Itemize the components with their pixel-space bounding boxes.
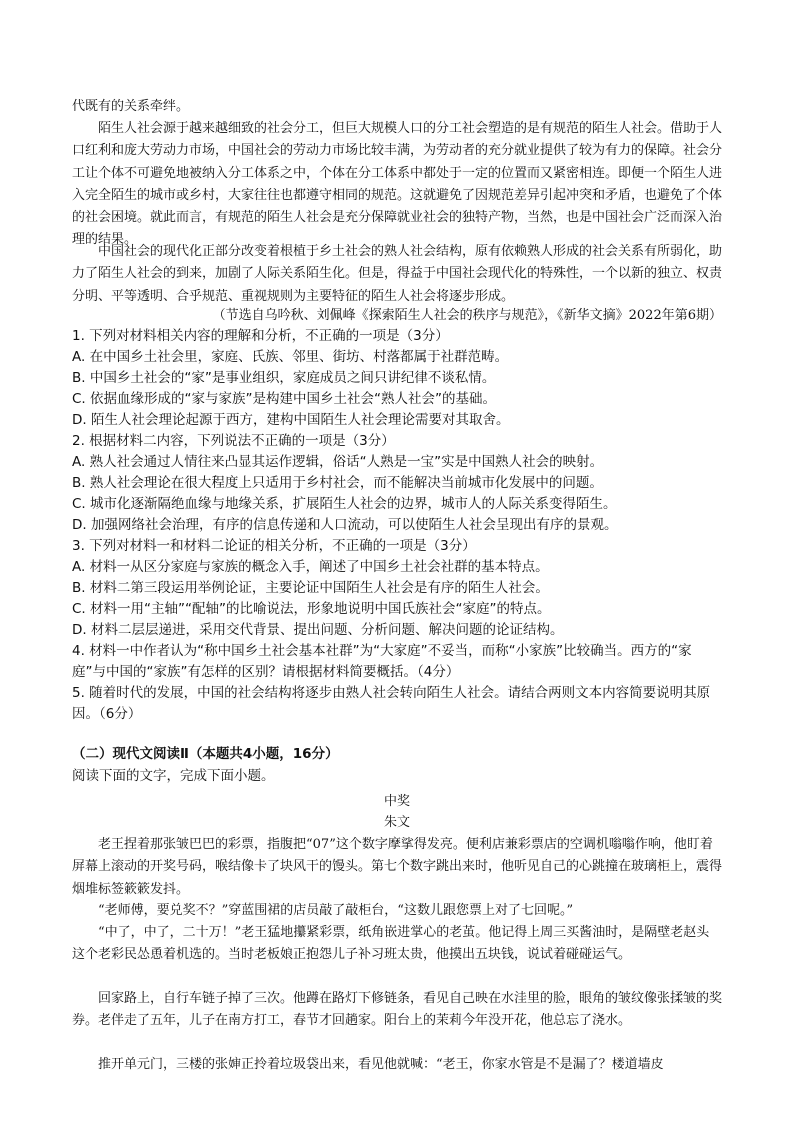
question-3 (72, 536, 724, 641)
material-source: （节选自乌吟秋、刘佩峰《探索陌生人社会的秩序与规范》，《新华文摘》2022年第6期） (212, 308, 722, 323)
story-paragraph-2: “老师傅，要兑奖不？”穿蓝围裙的店员敲了敲柜台，“这数儿跟您票上对了七回呢。” (98, 903, 574, 918)
material-paragraph-1: 陌生人社会源于越来越细致的社会分工，但巨大规模人口的分工社会塑造的是有规范的陌生人社会。借助于人口红利和庞大劳动力市场，中国社会的劳动力市场比较丰满，为劳动者的充分就业提供了较为有力的保障。社会分工让个体不可避免地被纳入分工体系之中，个体在分工体系中都处于一定的位置而又紧密相连。即便一个陌生人进入完全陌生的城市或乡村，大家往往也都遵守相同的规范。这就避免了因规范差异引起冲突和矛盾，也避免了个体的社会困境。就此而言，有规范的陌生人社会是充分保障就业社会的独特产物，当然，也是中国社会广泛而深入治理的结果。 (72, 121, 723, 248)
option-d: D. 陌生人社会理论起源于西方，建构中国陌生人社会理论需要对其取舍。 (72, 412, 510, 428)
question-1 (72, 326, 724, 431)
material-paragraph-0: 代既有的关系牵绊。 (72, 99, 190, 114)
material-paragraph-2: 中国社会的现代化正部分改变着根植于乡土社会的熟人社会结构，原有依赖熟人形成的社会关系有所弱化，助力了陌生人社会的到来，加剧了人际关系陌生化。但是，得益于中国社会现代化的特殊性，一个以新的独立、权责分明、平等透明、合乎规范、重视规则为主要特征的陌生人社会将逐步形成。 (72, 244, 723, 304)
option-a: A. 在中国乡土社会里，家庭、氏族、邻里、街坊、村落都属于社群范畴。 (72, 349, 509, 365)
question-2 (72, 431, 724, 536)
question-5: 5. 随着时代的发展，中国的社会结构将逐步由熟人社会转向陌生人社会。请结合两则文本内容简要说明其原因。（6分） (72, 685, 711, 722)
question-stem: 3. 下列对材料一和材料二论证的相关分析，不正确的一项是（3分） (72, 538, 476, 554)
section-heading: （二）现代文阅读Ⅱ（本题共4小题，16分） (72, 746, 339, 762)
option-b: B. 熟人社会理论在很大程度上只适用于乡村社会，而不能解决当前城市化发展中的问题。 (72, 475, 603, 491)
option-a: A. 材料一从区分家庭与家族的概念入手，阐述了中国乡土社会社群的基本特点。 (72, 559, 549, 575)
story-paragraph-3: “中了，中了，二十万！”老王猛地攥紧彩票，纸角嵌进掌心的老茧。他记得上周三买酱油时，是隔壁老赵头这个老彩民怂恿着机选的。当时老板娘正抱怨儿子补习班太贵，他摸出五块钱，说试着碰碰运气。 (72, 925, 710, 963)
question-stem: 2. 根据材料二内容，下列说法不正确的一项是（3分） (72, 433, 395, 449)
option-b: B. 材料二第三段运用举例论证，主要论证中国陌生人社会是有序的陌生人社会。 (72, 580, 549, 596)
option-d: D. 材料二层层递进，采用交代背景、提出问题、分析问题、解决问题的论证结构。 (72, 622, 564, 638)
option-c: C. 城市化逐渐隔绝血缘与地缘关系，扩展陌生人社会的边界，城市人的人际关系变得陌生。 (72, 496, 617, 512)
option-c: C. 依据血缘形成的“家与家族”是构建中国乡土社会“熟人社会”的基础。 (72, 391, 496, 407)
question-stem: 1. 下列对材料相关内容的理解和分析，不正确的一项是（3分） (72, 328, 449, 344)
story-paragraph-1: 老王捏着那张皱巴巴的彩票，指腹把“07”这个数字摩挲得发亮。便利店兼彩票店的空调机嗡嗡作响，他盯着屏幕上滚动的开奖号码，喉结像卡了块风干的馒头。第七个数字跳出来时，他听见自己的心跳撞在玻璃柜上，震得烟堆标签簌簌发抖。 (72, 837, 723, 897)
section-instruction: 阅读下面的文字，完成下面小题。 (72, 768, 275, 784)
option-b: B. 中国乡土社会的“家”是事业组织，家庭成员之间只讲纪律不谈私情。 (72, 370, 496, 386)
story-paragraph-4: 回家路上，自行车链子掉了三次。他蹲在路灯下修链条，看见自己映在水洼里的脸，眼角的皱纹像张揉皱的奖券。老伴走了五年，儿子在南方打工，春节才回趟家。阳台上的茉莉今年没开花，他总忘了浇水。 (72, 991, 723, 1029)
question-4: 4. 材料一中作者认为“称中国乡土社会基本社群”为“大家庭”不妥当，而称“小家族”比较确当。西方的“家庭”与中国的“家族”有怎样的区别？请根据材料简要概括。（4分） (72, 643, 692, 680)
option-d: D. 加强网络社会治理，有序的信息传递和人口流动，可以使陌生人社会呈现出有序的景观。 (72, 517, 618, 533)
story-paragraph-5: 推开单元门，三楼的张婶正拎着垃圾袋出来，看见他就喊：“老王，你家水管是不是漏了？楼道墙皮 (98, 1057, 664, 1072)
option-c: C. 材料一用“主轴”“配轴”的比喻说法，形象地说明中国氏族社会“家庭”的特点。 (72, 601, 551, 617)
story-author: 朱文 (383, 815, 410, 830)
option-a: A. 熟人社会通过人情往来凸显其运作逻辑，俗话“人熟是一宝”实是中国熟人社会的映射。 (72, 454, 604, 470)
story-title: 中奖 (383, 794, 410, 809)
